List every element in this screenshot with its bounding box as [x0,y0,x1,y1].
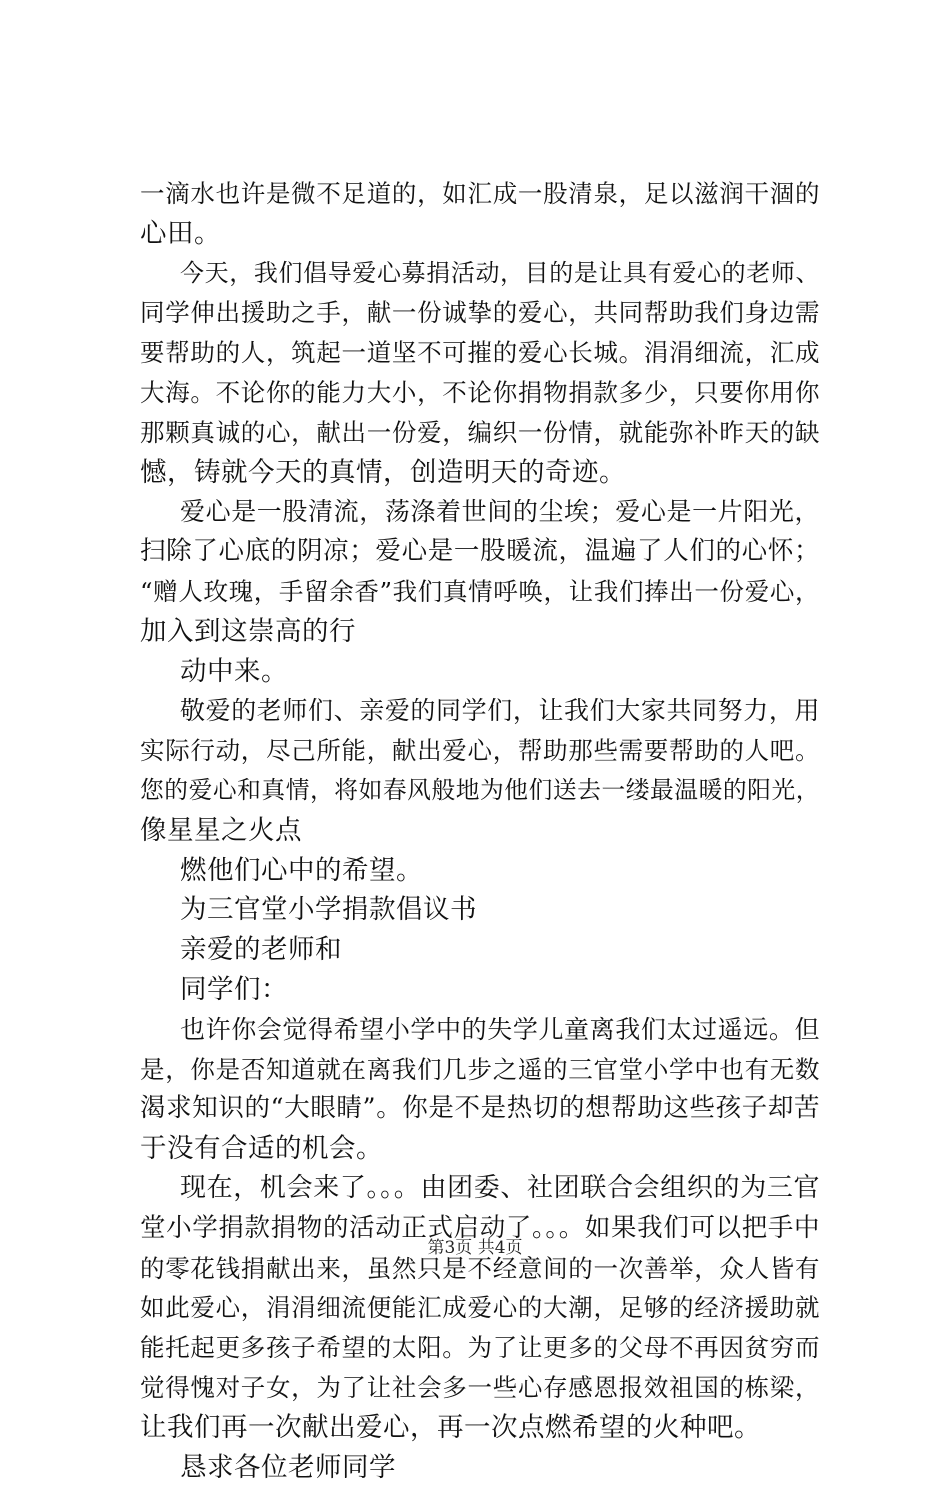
text-line: “赠人玫瑰，手留余香”我们真情呼唤，让我们捧出一份爱心， [140,572,820,612]
text-line: 恳求各位老师同学 [140,1448,820,1487]
text-line: 为三官堂小学捐款倡议书 [140,890,820,930]
text-line: 于没有合适的机会。 [140,1129,820,1169]
text-line: 大海。不论你的能力大小，不论你捐物捐款多少，只要你用你 [140,373,820,413]
text-line: 亲爱的老师和 [140,930,820,970]
text-line: 的零花钱捐献出来，虽然只是不经意间的一次善举，众人皆有 [140,1249,820,1289]
text-line: 加入到这崇高的行 [140,612,820,652]
text-line: 燃他们心中的希望。 [140,851,820,891]
text-line: 像星星之火点 [140,811,820,851]
text-line: 是，你是否知道就在离我们几步之遥的三官堂小学中也有无数 [140,1050,820,1090]
text-line: 渴求知识的“大眼睛”。你是不是热切的想帮助这些孩子却苦 [140,1089,820,1129]
text-line: 扫除了心底的阴凉；爱心是一股暖流，温遍了人们的心怀； [140,532,820,572]
document-body [140,174,820,1487]
text-line: 同学们： [140,970,820,1010]
text-line: 那颗真诚的心，献出一份爱，编织一份情，就能弥补昨天的缺 [140,413,820,453]
text-line: 现在，机会来了。。。由团委、社团联合会组织的为三官 [140,1169,820,1209]
text-line: 敬爱的老师们、亲爱的同学们，让我们大家共同努力，用 [140,691,820,731]
text-line: 如此爱心，涓涓细流便能汇成爱心的大潮，足够的经济援助就 [140,1288,820,1328]
text-line: 觉得愧对子女，为了让社会多一些心存感恩报效祖国的栋梁， [140,1368,820,1408]
text-line: 心田。 [140,214,820,254]
text-line: 您的爱心和真情，将如春风般地为他们送去一缕最温暖的阳光， [140,771,820,811]
page-footer: 第3页 共4页 [0,1237,950,1259]
text-line: 动中来。 [140,652,820,692]
text-line: 让我们再一次献出爱心，再一次点燃希望的火种吧。 [140,1408,820,1448]
text-line: 也许你会觉得希望小学中的失学儿童离我们太过遥远。但 [140,1010,820,1050]
text-line: 今天，我们倡导爱心募捐活动，目的是让具有爱心的老师、 [140,254,820,294]
text-line: 要帮助的人，筑起一道坚不可摧的爱心长城。涓涓细流，汇成 [140,333,820,373]
text-line: 爱心是一股清流，荡涤着世间的尘埃；爱心是一片阳光， [140,492,820,532]
text-line: 憾，铸就今天的真情，创造明天的奇迹。 [140,453,820,493]
text-line: 实际行动，尽己所能，献出爱心，帮助那些需要帮助的人吧。 [140,731,820,771]
text-line: 一滴水也许是微不足道的，如汇成一股清泉，足以滋润干涸的 [140,174,820,214]
text-line: 能托起更多孩子希望的太阳。为了让更多的父母不再因贫穷而 [140,1328,820,1368]
text-line: 堂小学捐款捐物的活动正式启动了。。。如果我们可以把手中 [140,1209,820,1249]
text-line: 同学伸出援助之手，献一份诚挚的爱心，共同帮助我们身边需 [140,293,820,333]
